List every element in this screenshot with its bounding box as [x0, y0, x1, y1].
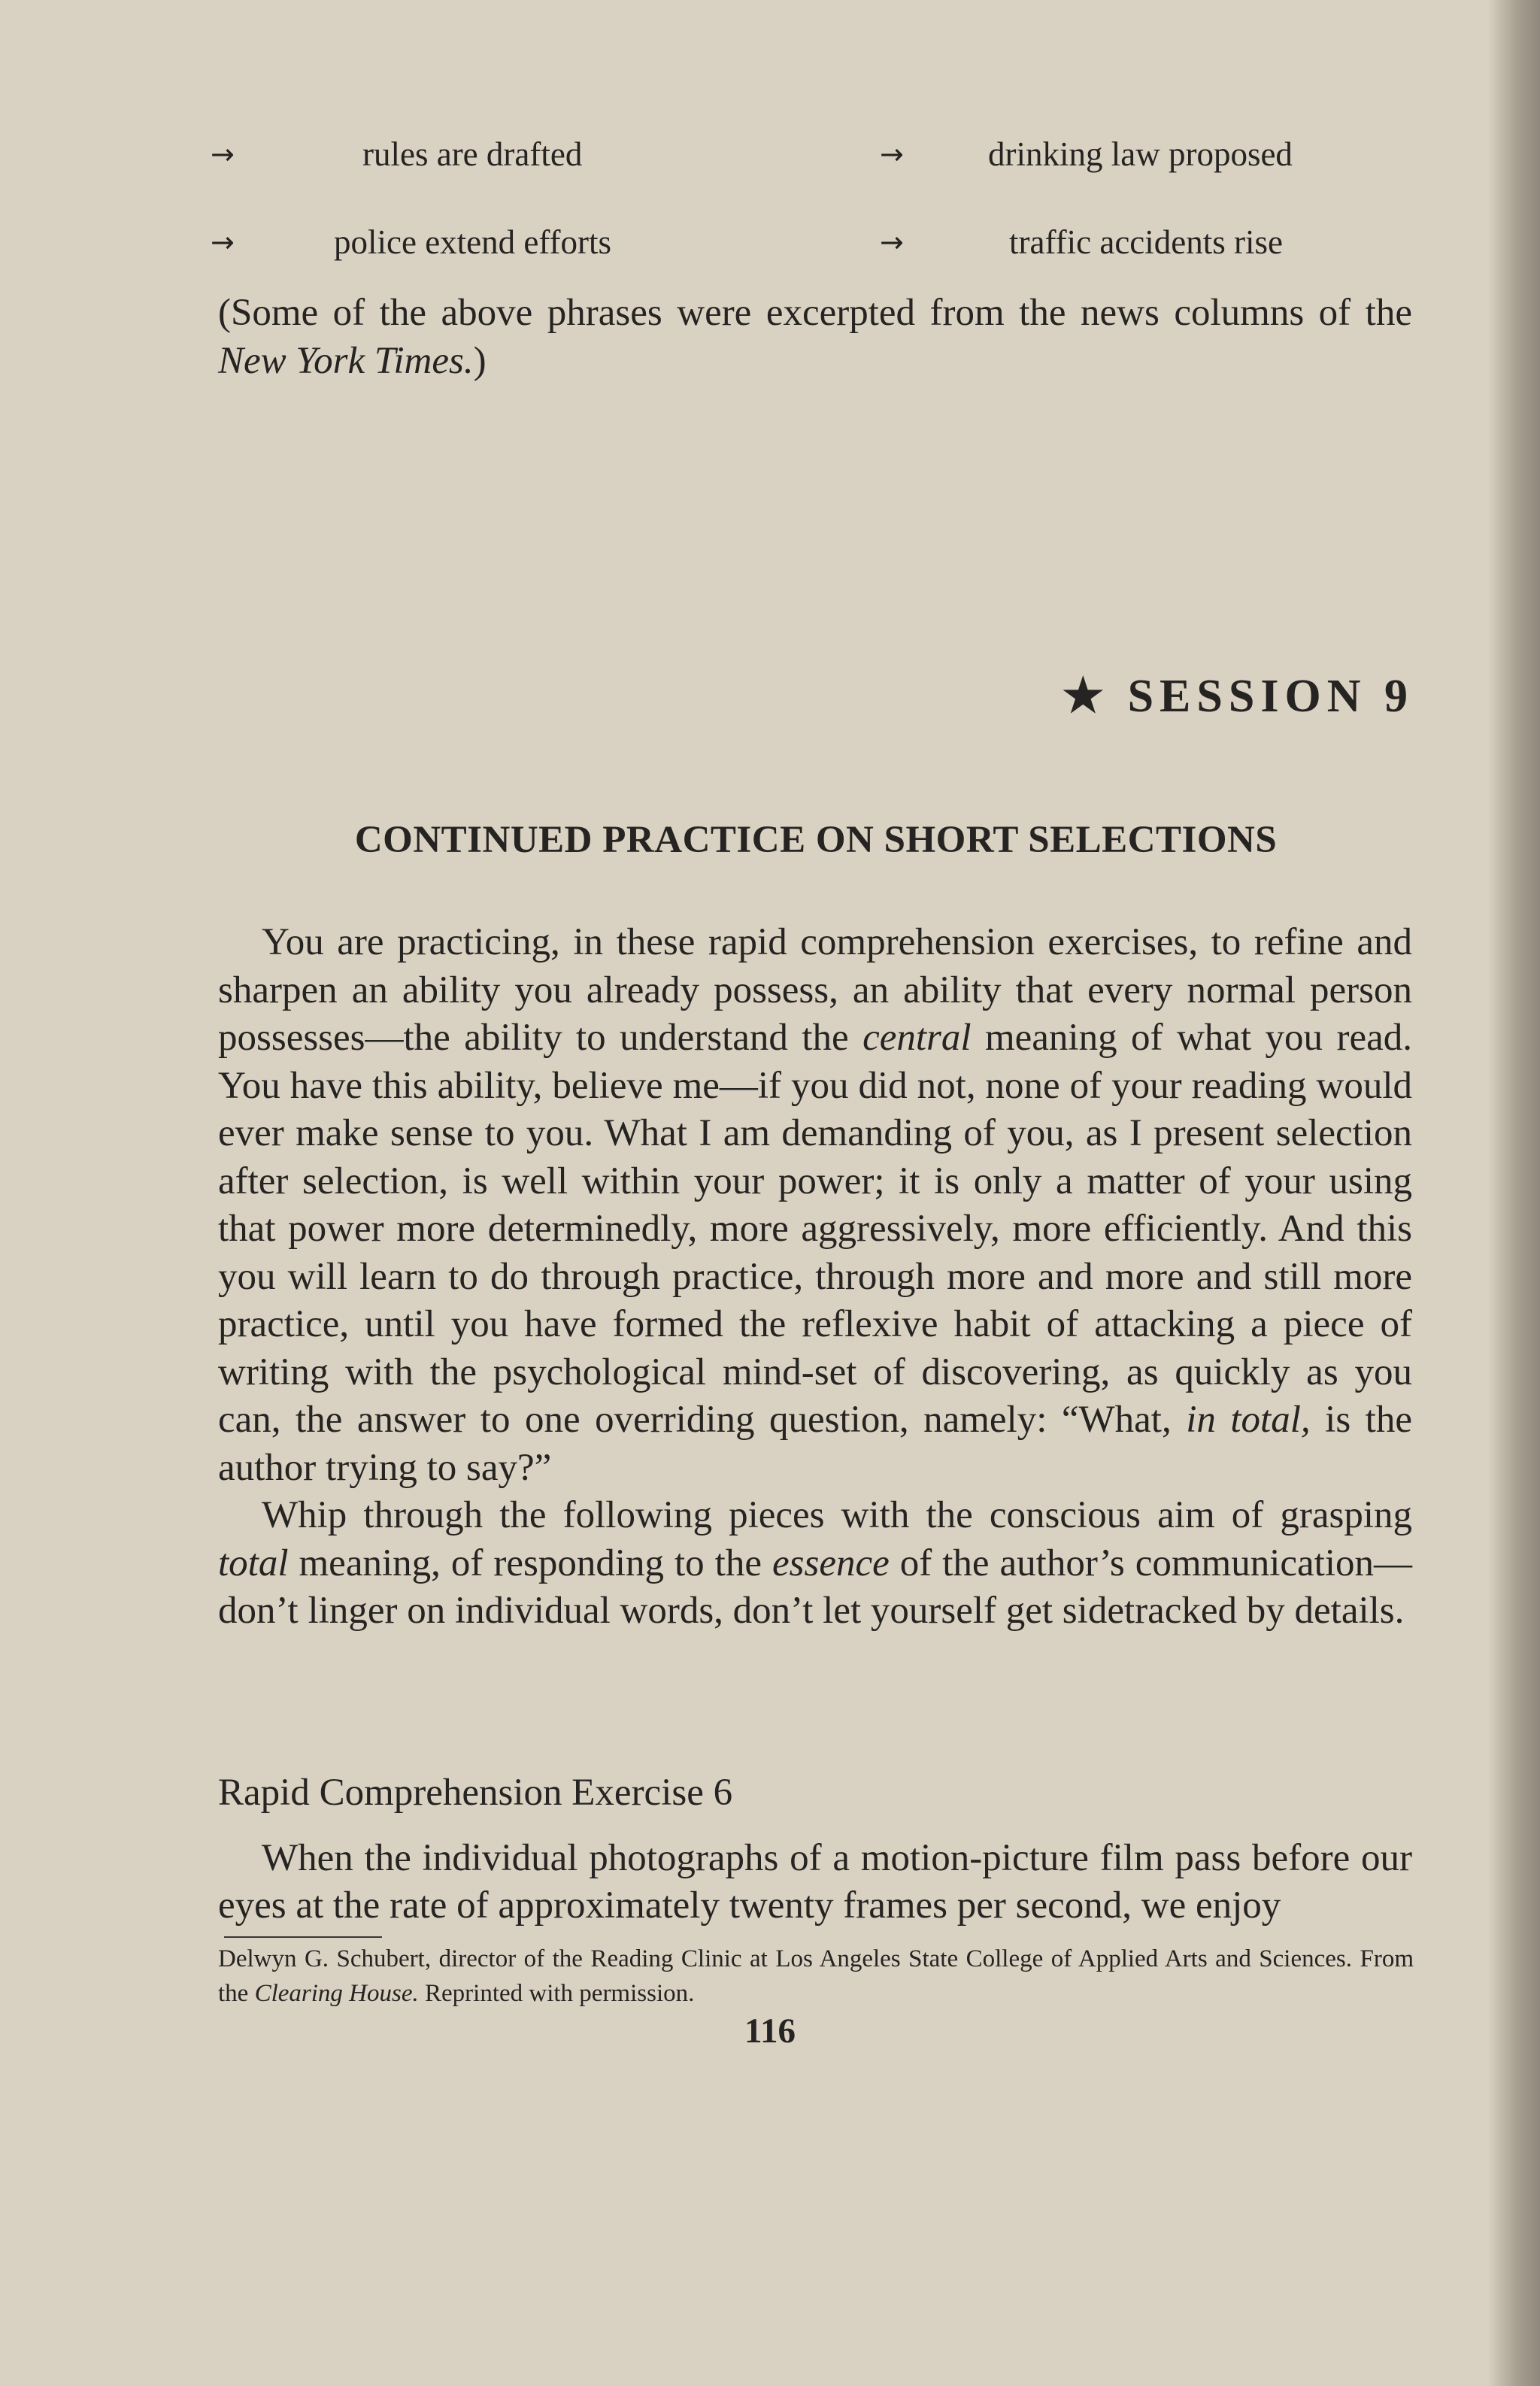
emphasis-text: total	[218, 1542, 289, 1584]
arrow-phrase-right: traffic accidents rise	[1009, 223, 1283, 261]
footnote-text: Reprinted with permission.	[418, 1980, 695, 2007]
footnote-rule	[224, 1936, 382, 1938]
excerpt-note	[218, 290, 1412, 385]
emphasis-text: central	[862, 1017, 972, 1059]
arrow-phrase-right: drinking law proposed	[988, 135, 1293, 173]
exercise-title: Rapid Comprehension Exercise 6	[218, 1772, 733, 1814]
emphasis-text: essence	[772, 1542, 890, 1584]
arrow-icon: →	[211, 226, 235, 259]
arrow-icon: →	[880, 226, 904, 259]
paragraph-text: of the author’s communication—don’t linger on individual words, don’t let yourself get sidetracked by details.	[218, 1542, 1412, 1632]
paragraph	[218, 919, 1412, 1492]
session-label: SESSION 9	[1127, 671, 1414, 722]
paragraph-text: Whip through the following pieces with the conscious aim of grasping	[262, 1494, 1412, 1536]
arrow-icon: →	[211, 138, 235, 171]
arrow-phrase-left: rules are drafted	[362, 135, 583, 173]
arrow-icon: →	[880, 138, 904, 171]
star-icon: ★	[1062, 671, 1111, 722]
arrow-phrase-left: police extend efforts	[334, 223, 612, 261]
page-number: 116	[744, 2012, 796, 2051]
paragraph	[218, 1492, 1412, 1636]
arrow-phrase-list	[0, 0, 1540, 286]
paragraph-text: meaning, of responding to the	[288, 1542, 772, 1584]
section-title: CONTINUED PRACTICE ON SHORT SELECTIONS	[354, 819, 1278, 861]
footnote	[218, 1942, 1414, 2011]
footnote-source-title: Clearing House.	[254, 1980, 419, 2007]
excerpt-note-text: (Some of the above phrases were excerpted from the news columns of the	[218, 292, 1412, 334]
arrow-phrase-row	[0, 216, 1540, 268]
emphasis-text: in total,	[1186, 1399, 1311, 1441]
paragraph-text: You are practicing, in these rapid comprehension exercises, to refine and sharpen an ability you already possess, an ability that every normal person possesses—the ability to understand the	[218, 921, 1412, 1059]
footnote-text: Delwyn G. Schubert, director of the Reading Clinic at Los Angeles State College of Applied Arts and Sciences. From the	[218, 1945, 1414, 2007]
paragraph-text: is the author trying to say?”	[218, 1399, 1412, 1489]
session-heading	[1038, 668, 1414, 723]
exercise-text: When the individual photographs of a motion-picture film pass before our eyes at the rate of approximately twenty frames per second, we enjoy	[218, 1837, 1412, 1927]
body-text	[218, 919, 1412, 1636]
paragraph-text: meaning of what you read. You have this ability, believe me—if you did not, none of your reading would ever make sense to you. What I am demanding of you, as I present selection after selection, is well within your power; it is only a matter of your using that power more determinedly, more aggressively, more efficiently. And this you will learn to do through practice, through more and more and still more practice, until you have formed the reflexive habit of attacking a piece of writing with the psychological mind-set of discovering, as quickly as you can, the answer to one overriding question, namely: “What,	[218, 1017, 1412, 1441]
excerpt-note-close: )	[473, 339, 487, 382]
newspaper-title: New York Times.	[218, 339, 474, 382]
arrow-phrase-row	[0, 128, 1540, 180]
